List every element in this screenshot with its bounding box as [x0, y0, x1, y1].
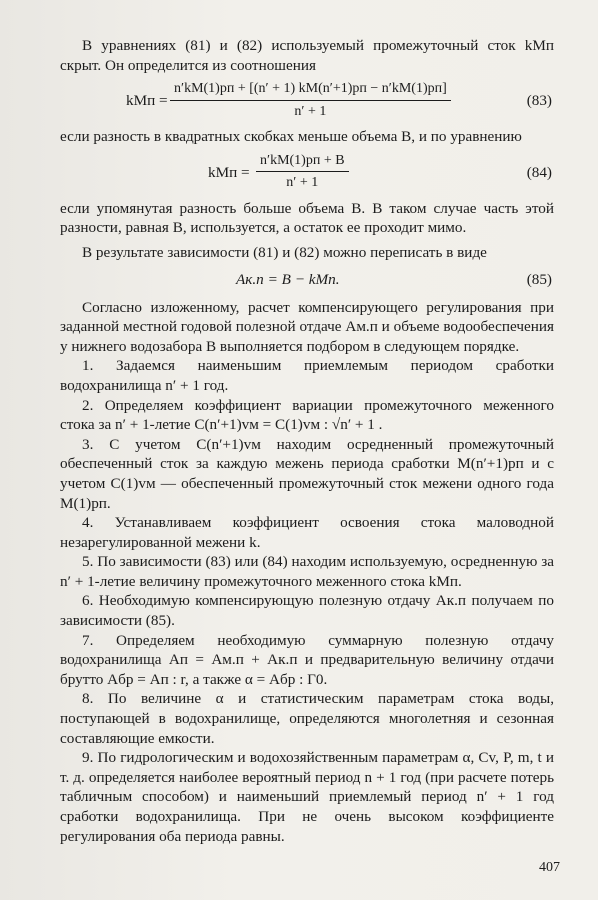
step-6: 6. Необходимую компенсирующую полезную отдачу Aк.п получаем по зависимости (85).	[60, 592, 554, 630]
equation-83-numerator: n′kM(1)pп + [(n′ + 1) kM(n′+1)pп − n′kM(1)pп]	[170, 79, 451, 101]
equation-83-number: (83)	[526, 92, 552, 110]
step-9: 9. По гидрологическим и водохозяйственным параметрам α, Cv, P, m, t и т. д. определяется наиболее вероятный период n + 1 год (при расчете потерь табличным способом) и наименьший приемлемый период n′ + 1 год сработки водохранилища. При не очень высоком коэффициенте регулирования оба периода равны.	[60, 749, 554, 845]
equation-85-number: (85)	[526, 270, 552, 288]
equation-83-lhs: kMп =	[126, 92, 168, 110]
page-number: 407	[539, 860, 560, 875]
equation-85	[60, 267, 554, 293]
step-1: 1. Задаемся наименьшим приемлемым периодом сработки водохранилища n′ + 1 год.	[60, 357, 554, 394]
equation-85-body: Aк.п = B − kMп.	[236, 270, 340, 288]
page-text	[60, 36, 554, 846]
step-8: 8. По величине α и статистическим параметрам стока воды, поступающей в водохранилище, определяются многолетняя и сезонная составляющие емкости.	[60, 690, 554, 747]
step-3: 3. С учетом C(n′+1)vм находим осредненный промежуточный обеспеченный сток за каждую межень периода сработки M(n′+1)pп и с учетом C(1)vм — обеспеченный промежуточный сток межени одного года M(1)pп.	[60, 435, 554, 512]
equation-83-denominator: n′ + 1	[294, 103, 327, 119]
paragraph-condition-2: если упомянутая разность больше объема B. В таком случае часть этой разности, равная B, используется, а остаток ее проходит мимо.	[60, 199, 554, 237]
paragraph-intro: В уравнениях (81) и (82) используемый промежуточный сток kMп скрыт. Он определится из соотношения	[60, 37, 554, 74]
step-5: 5. По зависимости (83) или (84) находим используемую, осредненную за n′ + 1-летие величину промежуточного меженного стока kMп.	[60, 553, 554, 590]
paragraph-procedure: Согласно изложенному, расчет компенсирующего регулирования при заданной местной годовой полезной отдаче Aм.п и объеме водообеспечения у нижнего водозабора B выполняется подбором в следующем порядке.	[60, 298, 554, 355]
equation-84-number: (84)	[526, 163, 552, 181]
step-7: 7. Определяем необходимую суммарную полезную отдачу водохранилища Aп = Aм.п + Aк.п и предварительную величину отдачи брутто Aбр = Aп : r, а также α = Aбр : Г0.	[60, 631, 554, 688]
equation-84-lhs: kMп =	[208, 163, 250, 181]
equation-83-fraction	[170, 79, 451, 121]
equation-84-denominator: n′ + 1	[286, 175, 319, 191]
equation-84-fraction	[256, 151, 349, 193]
step-4: 4. Устанавливаем коэффициент освоения стока маловодной незарегулированной межени k.	[60, 514, 554, 551]
paragraph-result: В результате зависимости (81) и (82) можно переписать в виде	[82, 243, 487, 261]
equation-83	[60, 79, 554, 123]
equation-84	[60, 151, 554, 195]
equation-84-numerator: n′kM(1)pп + B	[256, 151, 349, 173]
paragraph-condition-1: если разность в квадратных скобках меньше объема B, и по уравнению	[60, 128, 522, 146]
step-2: 2. Определяем коэффициент вариации промежуточного меженного стока за n′ + 1-летие C(n′+1)vм = C(1)vм : √n′ + 1 .	[60, 396, 554, 434]
